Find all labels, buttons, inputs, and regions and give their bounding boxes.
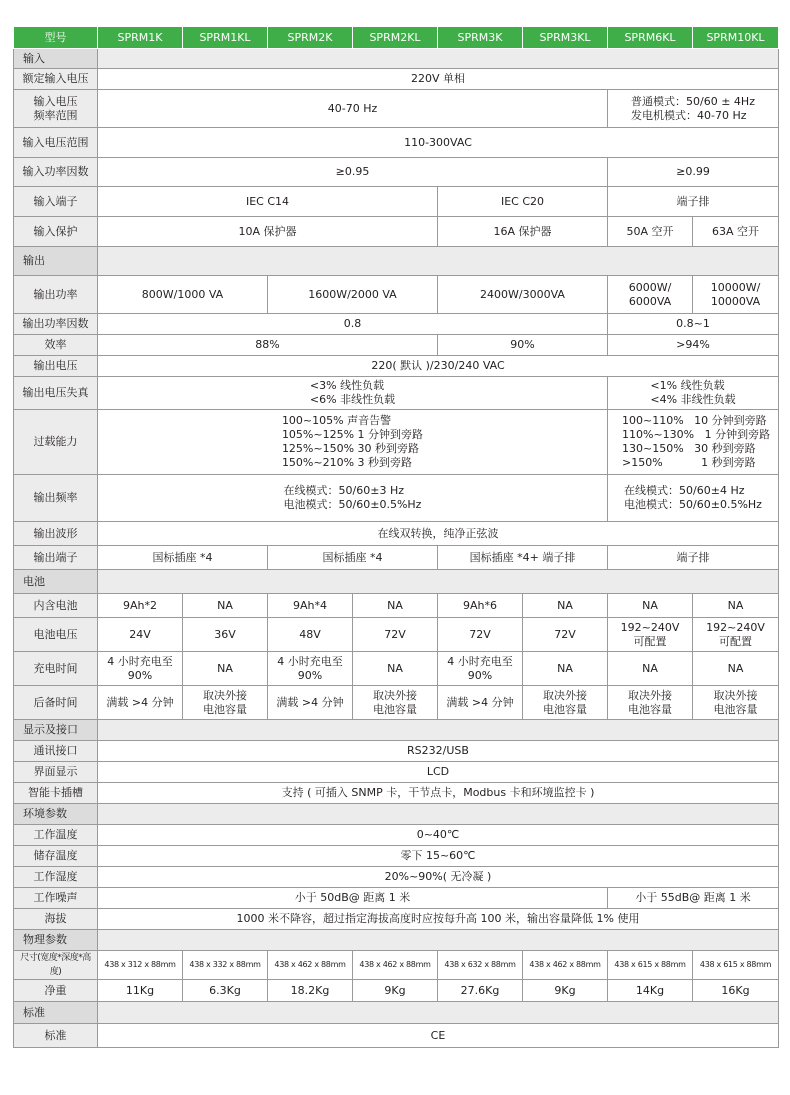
row-cert [14, 1024, 779, 1048]
row-input-protection [14, 217, 779, 247]
section-battery [14, 570, 779, 594]
cell: NA [183, 652, 268, 686]
cell: 国标插座 *4+ 端子排 [438, 546, 608, 570]
spec-table [13, 26, 779, 1048]
cell: 0.8 [98, 314, 608, 335]
cell: 438 x 632 x 88mm [438, 951, 523, 980]
row-label: 内含电池 [14, 594, 98, 618]
row-noise [14, 888, 779, 909]
row-label: 效率 [14, 335, 98, 356]
row-label: 界面显示 [14, 762, 98, 783]
cell: NA [523, 652, 608, 686]
row-efficiency [14, 335, 779, 356]
row-label: 过载能力 [14, 410, 98, 475]
cell: 50A 空开 [608, 217, 693, 247]
cell: 端子排 [608, 546, 779, 570]
cell: 0.8~1 [608, 314, 779, 335]
row-output-pf [14, 314, 779, 335]
row-label: 工作噪声 [14, 888, 98, 909]
section-environment [14, 804, 779, 825]
row-altitude [14, 909, 779, 930]
cell: 端子排 [608, 187, 779, 217]
row-label: 输入功率因数 [14, 158, 98, 187]
row-label: 储存温度 [14, 846, 98, 867]
cell: 220( 默认 )/230/240 VAC [98, 356, 779, 377]
cell: NA [693, 594, 779, 618]
cell: 36V [183, 618, 268, 652]
cell: 取决外接 电池容量 [523, 686, 608, 720]
cell: 取决外接 电池容量 [183, 686, 268, 720]
cell: NA [608, 652, 693, 686]
row-output-port [14, 546, 779, 570]
cell: 9Ah*2 [98, 594, 183, 618]
row-label: 输出频率 [14, 475, 98, 522]
cell: 1000 米不降容，超过指定海拔高度时应按每升高 100 米，输出容量降低 1% 使用 [98, 909, 779, 930]
row-label: 智能卡插槽 [14, 783, 98, 804]
row-label: 海拔 [14, 909, 98, 930]
row-label: 输出功率因数 [14, 314, 98, 335]
section-title: 输入 [14, 49, 98, 69]
cell: 10A 保护器 [98, 217, 438, 247]
cell: 438 x 462 x 88mm [353, 951, 438, 980]
cell: 满载 >4 分钟 [268, 686, 353, 720]
row-label: 输入电压范围 [14, 128, 98, 158]
header-row [14, 27, 779, 49]
cell: IEC C20 [438, 187, 608, 217]
row-rated-voltage [14, 69, 779, 90]
row-output-voltage [14, 356, 779, 377]
row-size [14, 951, 779, 980]
section-input [14, 49, 779, 69]
cell: 6.3Kg [183, 980, 268, 1002]
cell: 在线双转换，纯净正弦波 [98, 522, 779, 546]
cell: CE [98, 1024, 779, 1048]
row-output-frequency [14, 475, 779, 522]
cell: 40-70 Hz [98, 90, 608, 128]
model-label: 型号 [14, 27, 98, 49]
cell: <1% 线性负载 <4% 非线性负载 [608, 377, 779, 410]
row-backup-time [14, 686, 779, 720]
row-label: 输入端子 [14, 187, 98, 217]
cell: 支持 ( 可插入 SNMP 卡，干节点卡，Modbus 卡和环境监控卡 ) [98, 783, 779, 804]
cell: IEC C14 [98, 187, 438, 217]
cell: LCD [98, 762, 779, 783]
model-2: SPRM1KL [183, 27, 268, 49]
cell: 24V [98, 618, 183, 652]
cell: RS232/USB [98, 741, 779, 762]
cell: 满载 >4 分钟 [438, 686, 523, 720]
cell: 100~110% 10 分钟到旁路 110%~130% 1 分钟到旁路 130~150% 30 秒到旁路 >150% 1 秒到旁路 [608, 410, 779, 475]
cell: 110-300VAC [98, 128, 779, 158]
cell: 72V [438, 618, 523, 652]
section-display [14, 720, 779, 741]
model-7: SPRM6KL [608, 27, 693, 49]
cell: 0~40℃ [98, 825, 779, 846]
section-standard [14, 1002, 779, 1024]
cell: ≥0.95 [98, 158, 608, 187]
cell: 9Kg [353, 980, 438, 1002]
cell: 192~240V 可配置 [693, 618, 779, 652]
cell: 14Kg [608, 980, 693, 1002]
row-storage-temp [14, 846, 779, 867]
cell: 6000W/ 6000VA [608, 276, 693, 314]
cell: 438 x 615 x 88mm [693, 951, 779, 980]
row-input-port [14, 187, 779, 217]
model-3: SPRM2K [268, 27, 353, 49]
cell: 4 小时充电至 90% [268, 652, 353, 686]
cell: ≥0.99 [608, 158, 779, 187]
row-label: 输入电压 频率范围 [14, 90, 98, 128]
row-comm [14, 741, 779, 762]
row-distortion [14, 377, 779, 410]
cell: 小于 55dB@ 距离 1 米 [608, 888, 779, 909]
row-label: 后备时间 [14, 686, 98, 720]
model-5: SPRM3K [438, 27, 523, 49]
cell: 438 x 615 x 88mm [608, 951, 693, 980]
row-label: 电池电压 [14, 618, 98, 652]
cell: 16A 保护器 [438, 217, 608, 247]
cell: 800W/1000 VA [98, 276, 268, 314]
cell: 零下 15~60℃ [98, 846, 779, 867]
cell: 取决外接 电池容量 [353, 686, 438, 720]
cell: 18.2Kg [268, 980, 353, 1002]
row-voltage-range [14, 128, 779, 158]
cell: 72V [353, 618, 438, 652]
cell: 10000W/ 10000VA [693, 276, 779, 314]
row-label: 工作温度 [14, 825, 98, 846]
section-title: 环境参数 [14, 804, 98, 825]
cell: 小于 50dB@ 距离 1 米 [98, 888, 608, 909]
section-title: 标准 [14, 1002, 98, 1024]
cell: 9Ah*6 [438, 594, 523, 618]
row-humidity [14, 867, 779, 888]
cell: 16Kg [693, 980, 779, 1002]
model-1: SPRM1K [98, 27, 183, 49]
section-title: 电池 [14, 570, 98, 594]
cell: NA [353, 652, 438, 686]
cell: 438 x 332 x 88mm [183, 951, 268, 980]
cell: 在线模式：50/60±4 Hz 电池模式：50/60±0.5%Hz [608, 475, 779, 522]
section-output [14, 247, 779, 276]
model-6: SPRM3KL [523, 27, 608, 49]
row-internal-battery [14, 594, 779, 618]
cell: NA [608, 594, 693, 618]
row-label: 输出端子 [14, 546, 98, 570]
row-label: 输出波形 [14, 522, 98, 546]
row-label: 输出电压 [14, 356, 98, 377]
cell: 4 小时充电至 90% [438, 652, 523, 686]
cell: 90% [438, 335, 608, 356]
cell: 48V [268, 618, 353, 652]
cell: >94% [608, 335, 779, 356]
cell: 63A 空开 [693, 217, 779, 247]
cell: 438 x 462 x 88mm [523, 951, 608, 980]
cell: 普通模式：50/60 ± 4Hz 发电机模式：40-70 Hz [608, 90, 779, 128]
row-output-power [14, 276, 779, 314]
cell: 11Kg [98, 980, 183, 1002]
row-label: 通讯接口 [14, 741, 98, 762]
row-label: 净重 [14, 980, 98, 1002]
row-ui [14, 762, 779, 783]
cell: 4 小时充电至 90% [98, 652, 183, 686]
cell: 9Kg [523, 980, 608, 1002]
row-charge-time [14, 652, 779, 686]
row-label: 额定输入电压 [14, 69, 98, 90]
section-title: 物理参数 [14, 930, 98, 951]
model-4: SPRM2KL [353, 27, 438, 49]
row-label: 输出功率 [14, 276, 98, 314]
cell: <3% 线性负载 <6% 非线性负载 [98, 377, 608, 410]
row-op-temp [14, 825, 779, 846]
cell: NA [693, 652, 779, 686]
cell: 100~105% 声音告警 105%~125% 1 分钟到旁路 125%~150% 30 秒到旁路 150%~210% 3 秒到旁路 [98, 410, 608, 475]
cell: 20%~90%( 无冷凝 ) [98, 867, 779, 888]
cell: 9Ah*4 [268, 594, 353, 618]
cell: 取决外接 电池容量 [608, 686, 693, 720]
cell: 192~240V 可配置 [608, 618, 693, 652]
cell: 220V 单相 [98, 69, 779, 90]
cell: NA [183, 594, 268, 618]
row-label: 输出电压失真 [14, 377, 98, 410]
cell: 2400W/3000VA [438, 276, 608, 314]
cell: 国标插座 *4 [98, 546, 268, 570]
row-battery-voltage [14, 618, 779, 652]
cell: 88% [98, 335, 438, 356]
cell: 在线模式：50/60±3 Hz 电池模式：50/60±0.5%Hz [98, 475, 608, 522]
row-voltage-freq [14, 90, 779, 128]
model-8: SPRM10KL [693, 27, 779, 49]
row-label: 充电时间 [14, 652, 98, 686]
section-title: 输出 [14, 247, 98, 276]
row-label: 工作湿度 [14, 867, 98, 888]
cell: NA [353, 594, 438, 618]
cell: 438 x 312 x 88mm [98, 951, 183, 980]
cell: 满载 >4 分钟 [98, 686, 183, 720]
row-input-pf [14, 158, 779, 187]
cell: 72V [523, 618, 608, 652]
section-physical [14, 930, 779, 951]
row-weight [14, 980, 779, 1002]
row-overload [14, 410, 779, 475]
cell: 438 x 462 x 88mm [268, 951, 353, 980]
row-waveform [14, 522, 779, 546]
row-label: 输入保护 [14, 217, 98, 247]
row-slot [14, 783, 779, 804]
cell: 27.6Kg [438, 980, 523, 1002]
row-label: 标准 [14, 1024, 98, 1048]
cell: 国标插座 *4 [268, 546, 438, 570]
cell: NA [523, 594, 608, 618]
section-title: 显示及接口 [14, 720, 98, 741]
cell: 取决外接 电池容量 [693, 686, 779, 720]
cell: 1600W/2000 VA [268, 276, 438, 314]
row-label: 尺寸(宽度*深度*高度) [14, 951, 98, 980]
